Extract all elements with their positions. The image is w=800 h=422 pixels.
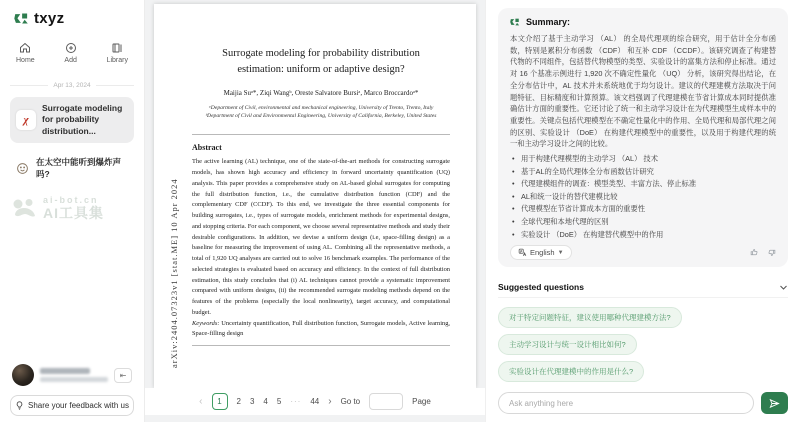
arxiv-sidebar-label: arXiv:2404.07323v1 [stat.ME] 10 Apr 2024 [169, 178, 179, 368]
sidebar [0, 0, 145, 422]
suggested-question-chip[interactable]: 主动学习设计与统一设计相比如何? [498, 334, 637, 355]
watermark-line2: AI工具集 [43, 204, 104, 221]
home-icon [19, 42, 31, 54]
thumbs-up-button[interactable] [750, 248, 759, 257]
keywords-divider [192, 345, 450, 346]
abstract-divider [192, 134, 450, 135]
history-date-divider [10, 82, 134, 89]
lightbulb-icon [15, 401, 24, 410]
pdf-pagination-bar [145, 388, 485, 415]
feedback-button[interactable] [10, 395, 134, 416]
summary-bullet: • 代理建模组件的调查：模型类型、丰富方法、停止标准 [510, 178, 776, 191]
goto-label: Go to [340, 397, 361, 406]
nav-add[interactable] [64, 42, 76, 64]
page-button-2[interactable]: 2 [236, 397, 241, 406]
paper-authors: Maijia Suᵃ*, Ziqi Wangᵇ, Oreste Salvatore Bursiᵃ, Marco Broccardoᵃ* [223, 88, 419, 97]
abstract-heading: Abstract [192, 143, 222, 153]
nav-add-label: Add [64, 57, 77, 64]
feedback-button-label: Share your feedback with us [28, 401, 129, 410]
txyz-logo-icon [14, 11, 29, 26]
collapse-chevron-icon[interactable] [779, 283, 788, 292]
pdf-document-icon: χ [16, 110, 36, 130]
keywords-label: Keywords: [192, 319, 220, 327]
abstract-text: The active learning (AL) technique, one of the state-of-the-art methods for constructing surrogate models, has shown high accuracy and efficiency in forward uncertainty quantification (UQ) analysis. This paper provides a comprehensive study on AL-based global surrogates for computing the full distribution function, i.e., the cumulative distribution function (CDF) and the complementary CDF (CCDF). To this end, we investigate the three essential components for building surrogates, i.e., types of surrogate models, enrichment methods for experimental designs, and stopping criteria. For each component, we choose several representative methods and study their desirable configurations. In addition, we devise a uniform design (i.e, space-filling design) as a baseline for measuring the improvement of using AL. Combining all the representative methods, a total of 1,920 UQ analyses are carried out to solve 16 benchmark examples. The performance of the selected strategies is evaluated based on accuracy and efficiency. In the context of full distribution estimation, this study concludes that (i) AL techniques cannot provide a systematic improvement compared with uniform designs, (ii) the recommended surrogate modeling methods depend on the features of the problems (especially the local nonlinearity), target accuracy, and computational budget. [192, 158, 450, 316]
paper-title: Surrogate modeling for probability distribution estimation: uniform or adaptive design? [222, 48, 420, 75]
sidebar-nav [10, 42, 134, 64]
summary-bullet: • 用于构建代理模型的主动学习 （AL） 技术 [510, 153, 776, 166]
paper-affiliation-a: ᵃDepartment of Civil, environmental and mechanical engineering, University of Trento, Trento, Italy [208, 104, 434, 111]
app-logo-text: txyz [34, 10, 65, 27]
keywords-text: Uncertainty quantification, Full distribution function, Surrogate models, Active learning, Space-filling design [192, 319, 450, 338]
nav-home[interactable] [16, 42, 35, 64]
send-button[interactable] [761, 392, 788, 414]
watermark-paw-icon [12, 198, 38, 220]
send-plane-icon [769, 398, 780, 409]
page-button-1[interactable]: 1 [212, 393, 228, 410]
suggested-question-chip[interactable]: 实验设计在代理建模中的作用是什么? [498, 361, 644, 382]
summary-bullet: • 全球代理和本地代理的区别 [510, 216, 776, 229]
summary-bullet: • 基于AL的全局代理体全分布函数估计研究 [510, 166, 776, 179]
page-label: Page [412, 397, 431, 406]
nav-library-label: Library [106, 57, 128, 64]
history-date-label: Apr 13, 2024 [53, 82, 91, 89]
user-email-blurred [40, 377, 108, 382]
paper-affiliation-b: ᵇDepartment of Civil and Environmental Engineering, University of California, Berkeley, United States [205, 113, 437, 120]
page-button-5[interactable]: 5 [276, 397, 282, 406]
watermark-line1: ai-bot.cn [43, 195, 99, 205]
suggested-questions-section [498, 282, 788, 414]
user-name-blurred [40, 368, 90, 374]
pdf-scroll-area[interactable] [145, 0, 485, 388]
history-item-chat[interactable] [10, 153, 134, 183]
watermark [12, 196, 104, 221]
page-button-3[interactable]: 3 [249, 397, 255, 406]
app-logo[interactable] [10, 10, 134, 27]
page-ellipsis: ··· [290, 397, 302, 406]
page-button-44[interactable]: 44 [310, 397, 320, 406]
prev-page-button[interactable]: ‹ [199, 396, 203, 407]
paper-keywords [192, 319, 450, 341]
history-item-paper[interactable] [10, 97, 134, 143]
sidebar-collapse-button[interactable]: ⇤ [114, 368, 132, 383]
library-icon [111, 42, 123, 54]
ask-anything-input[interactable] [498, 392, 754, 414]
user-account-row [10, 364, 134, 386]
page-button-4[interactable]: 4 [263, 397, 268, 406]
summary-card [498, 8, 788, 267]
pdf-viewer-panel [145, 0, 485, 422]
goto-page-input[interactable] [369, 393, 403, 410]
thumbs-down-button[interactable] [767, 248, 776, 257]
summary-bullet: • 代理模型在节省计算成本方面的重要性 [510, 203, 776, 216]
summary-bullet-list [510, 153, 776, 241]
user-avatar [12, 364, 34, 386]
language-selector[interactable] [510, 245, 572, 260]
add-icon [65, 42, 77, 54]
translate-icon [518, 248, 527, 257]
summary-heading: Summary: [526, 17, 571, 27]
suggested-questions-title: Suggested questions [498, 282, 584, 292]
history-item-title: 在太空中能听到爆炸声吗? [36, 157, 122, 180]
txyz-summary-icon [510, 17, 520, 27]
pdf-page-1 [154, 4, 476, 388]
nav-home-label: Home [16, 57, 35, 64]
history-item-title: Surrogate modeling for probability distribution... [42, 103, 123, 136]
next-page-button[interactable]: › [328, 396, 332, 407]
summary-body: 本文介绍了基于主动学习 （AL） 的全局代理项的综合研究，用于估计全分布函数，特别是累积分布函数 （CDF） 和互补 CDF （CCDF）。该研究调查了构建替代物的不同组件，包括替代物模型的类型、实验设计的富集方法和停止标准。通过对 16 个基准示例进行 1,920 次不确定性量化 （UQ） 分析，该研究得出结论，在全分布估计中，AL 技术并未系统地优于均匀设计。建议的代理建模方法取决于问题特征、目标精度和计算预算。该文档强调了代理建模在节省计算成本同时提供准确估计方面的重要性。它还讨论了统一和主动学习设计在为代理模型生成样本中的重要性。关键点包括代理模型在不确定性量化中的作用、全局代理和局部代理之间的区别、实验设计 （DoE） 在构建代理模型中的重要性，以及用于构建代理的统一和主动学习设计之间的比较。 [510, 34, 776, 149]
summary-bullet: • 实验设计 （DoE） 在构建替代模型中的作用 [510, 229, 776, 242]
nav-library[interactable] [107, 42, 128, 64]
summary-bullet: • AL和统一设计的替代建模比较 [510, 191, 776, 204]
chevron-down-icon: ▼ [557, 249, 564, 256]
chat-icon [16, 162, 29, 175]
suggested-question-chip[interactable]: 对于特定问题特征，建议使用哪种代理建模方法? [498, 307, 682, 328]
suggested-questions-header[interactable] [498, 282, 788, 298]
language-selector-label: English [530, 248, 555, 258]
assistant-panel [485, 0, 800, 422]
